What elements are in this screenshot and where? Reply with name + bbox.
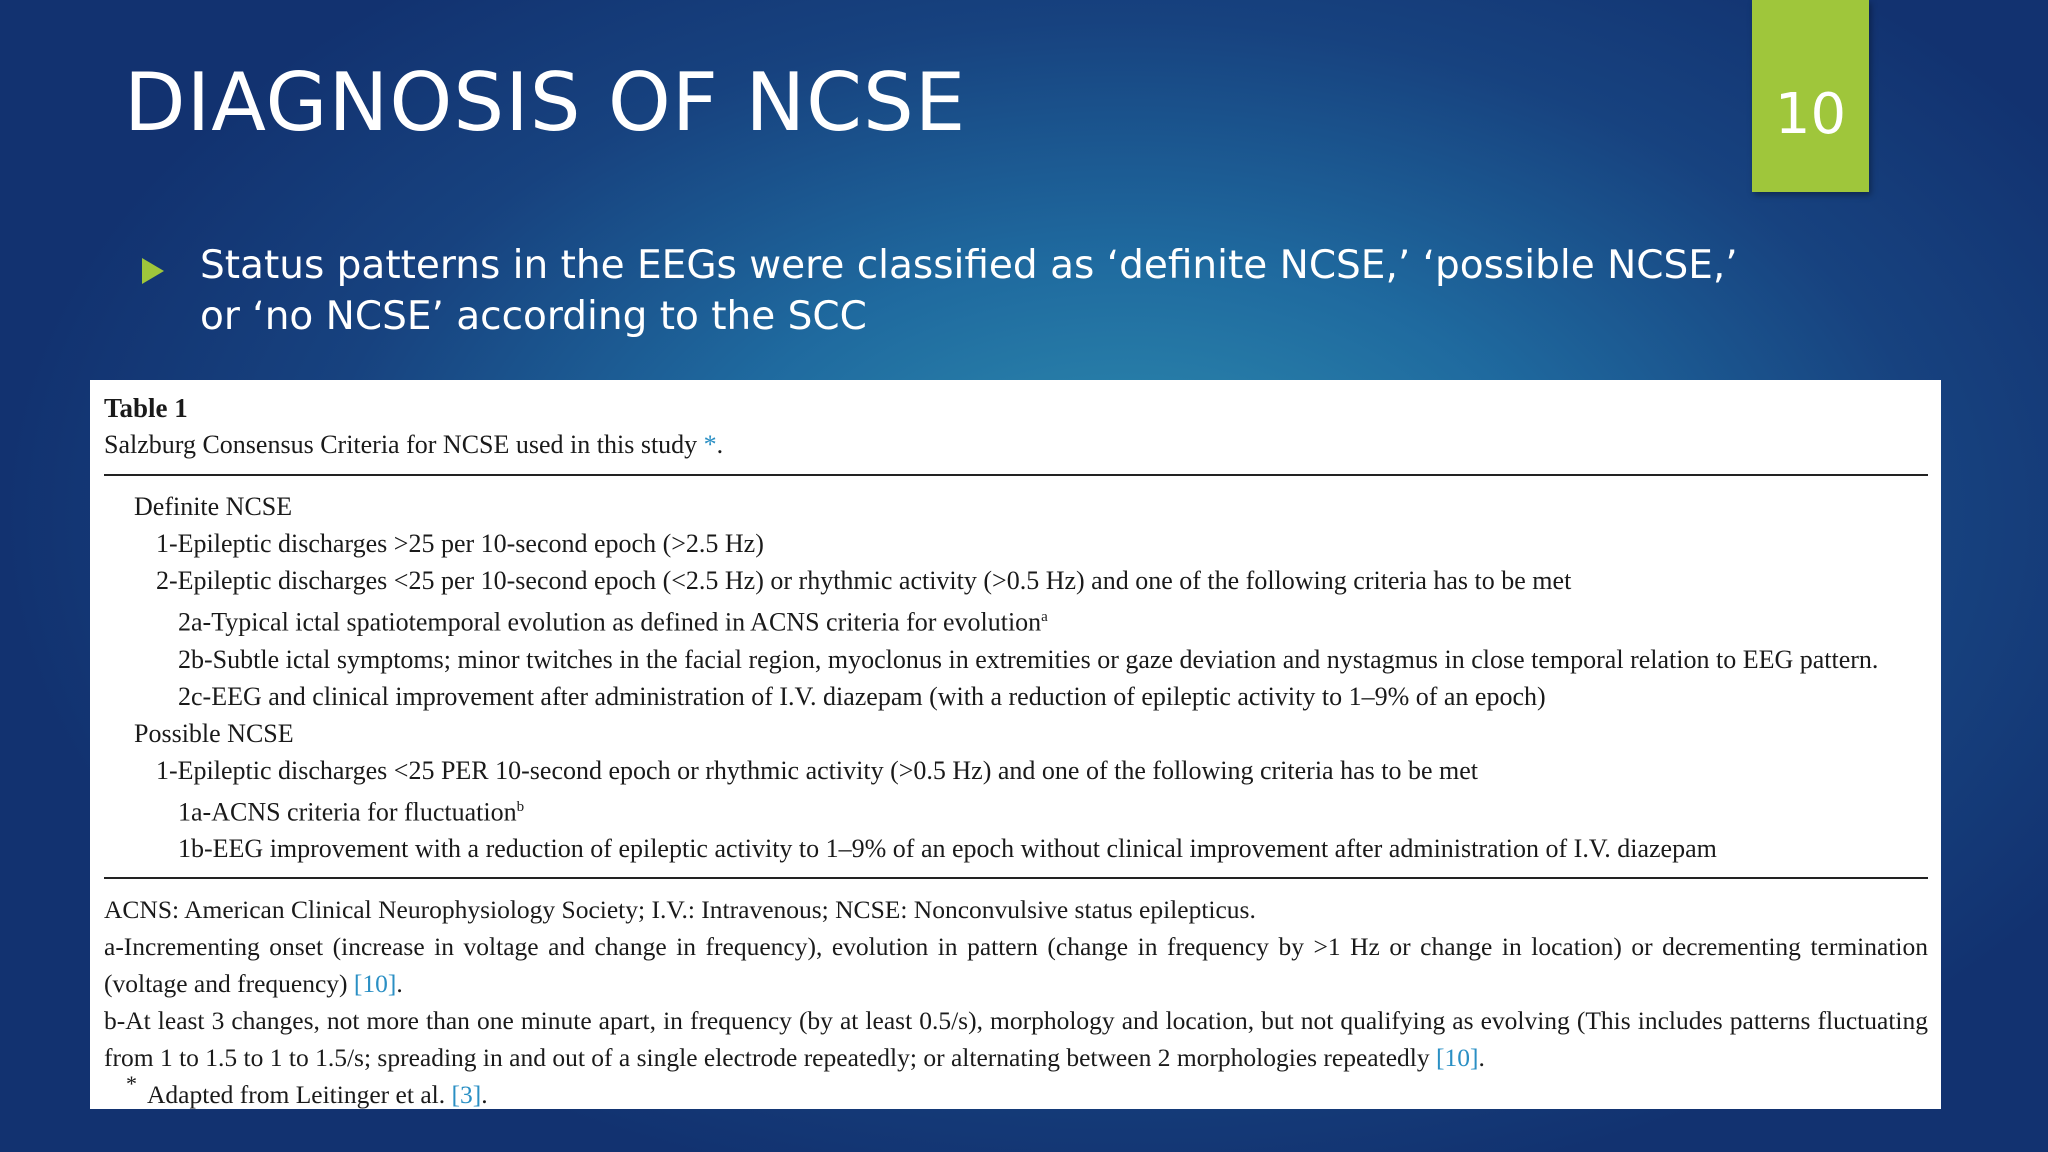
period: . <box>1478 1043 1485 1073</box>
bullet-text: Status patterns in the EEGs were classified as ‘definite NCSE,’ ‘possible NCSE,’ or ‘no NCSE’ according to the SCC <box>200 243 1738 339</box>
table-footnotes <box>104 891 1928 1114</box>
reference-link[interactable]: [10] <box>353 969 397 999</box>
caption-footnote-link[interactable]: * <box>703 430 717 459</box>
slide-title: DIAGNOSIS OF NCSE <box>124 56 967 149</box>
criterion-row <box>104 789 1928 831</box>
footnote-abbreviations: ACNS: American Clinical Neurophysiology Society; I.V.: Intravenous; NCSE: Nonconvulsive status epilepticus. <box>104 895 1256 925</box>
criterion-row: 2-Epileptic discharges <25 per 10-second epoch (<2.5 Hz) or rhythmic activity (>0.5 Hz) and one of the following criteria has to be met <box>156 566 1572 595</box>
footnote-a <box>104 928 1928 1002</box>
section-possible-ncse: Possible NCSE <box>134 718 294 748</box>
criterion-row <box>104 599 1928 641</box>
criterion-row: 1-Epileptic discharges <25 PER 10-second epoch or rhythmic activity (>0.5 Hz) and one of the following criteria has to be met <box>156 755 1478 785</box>
period: . <box>396 969 403 999</box>
triangle-right-icon <box>142 258 164 284</box>
table-label: Table 1 <box>104 393 188 423</box>
table-caption <box>104 426 1928 464</box>
caption-period: . <box>716 430 724 459</box>
period: . <box>481 1080 488 1110</box>
page-number: 10 <box>1774 82 1847 147</box>
criterion-text: 1a-ACNS criteria for fluctuation <box>178 797 517 827</box>
criteria-table <box>90 380 1941 1109</box>
table-bottom-rule <box>104 877 1928 879</box>
footnote-star-text: Adapted from Leitinger et al. <box>147 1080 446 1110</box>
criterion-row: 1b-EEG improvement with a reduction of epileptic activity to 1–9% of an epoch without clinical improvement after administration of I.V. diazepam <box>178 834 1717 864</box>
criterion-row: 1-Epileptic discharges >25 per 10-second epoch (>2.5 Hz) <box>156 529 764 558</box>
section-definite-ncse: Definite NCSE <box>134 492 293 521</box>
star-marker: * <box>126 1071 137 1097</box>
footnote-marker: a <box>1041 609 1048 625</box>
criterion-text: 2a-Typical ictal spatiotemporal evolution as defined in ACNS criteria for evolution <box>178 607 1042 637</box>
reference-link[interactable]: [10] <box>1436 1043 1479 1073</box>
table-top-rule <box>104 474 1928 476</box>
footnote-b-text: b-At least 3 changes, not more than one minute apart, in frequency (by at least 0.5/s), morphology and location, but not qualifying as evolving (This includes patterns fluctuating from 1 to 1.5 to 1 to 1.5/s; spreading in and out of a single electrode repeatedly; or alternating between 2 morphologies repeatedly <box>104 1006 1928 1073</box>
criterion-row: 2c-EEG and clinical improvement after administration of I.V. diazepam (with a reduction of epileptic activity to 1–9% of an epoch) <box>178 681 1546 711</box>
reference-link[interactable]: [3] <box>451 1080 482 1110</box>
page-number-badge <box>1752 0 1869 192</box>
footnote-marker: b <box>516 798 525 815</box>
footnote-star <box>104 1071 1928 1114</box>
footnote-b <box>104 1002 1928 1076</box>
bullet-item <box>142 240 1782 342</box>
footnote-a-text: a-Incrementing onset (increase in voltage and change in frequency), evolution in pattern (change in frequency by >1 Hz or change in location) or decrementing termination (voltage and frequency) <box>104 932 1928 999</box>
criterion-row: 2b-Subtle ictal symptoms; minor twitches in the facial region, myoclonus in extremities or gaze deviation and nystagmus in close temporal relation to EEG pattern. <box>178 644 1879 674</box>
table-caption-text: Salzburg Consensus Criteria for NCSE used in this study <box>104 430 698 459</box>
